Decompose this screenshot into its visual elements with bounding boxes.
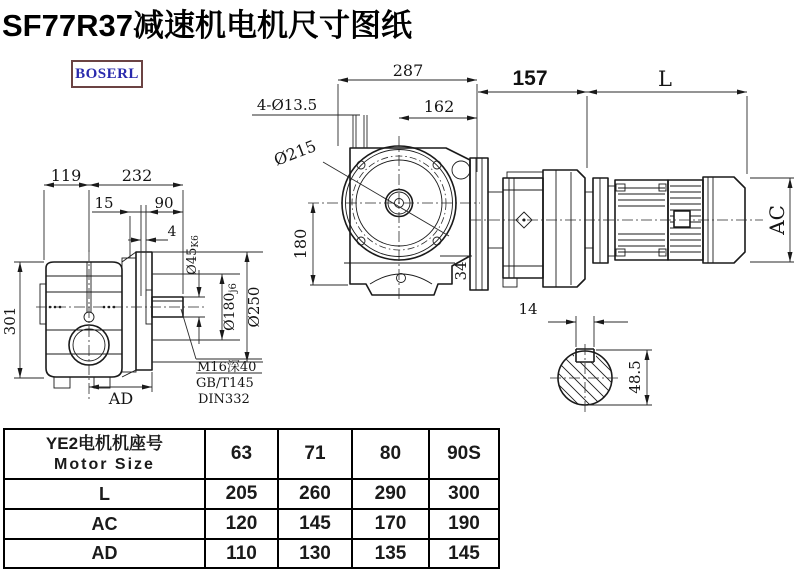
spigot-dia-main: Ø180: [222, 292, 238, 331]
dim-34: 34: [452, 261, 470, 281]
left-view-gearbox: [1, 166, 263, 408]
motor-terminal-box: [674, 211, 690, 227]
table-cell: 300: [429, 479, 499, 509]
dim-157: 157: [512, 67, 548, 90]
dim-301: 301: [1, 306, 19, 336]
shaft-dia-sub: K6: [191, 235, 201, 248]
dim-232: 232: [121, 166, 153, 185]
dim-215-dia: Ø215: [271, 136, 319, 170]
dim-4: 4: [167, 224, 177, 240]
table-header-cell: [4, 429, 205, 479]
dim-48-5: 48.5: [626, 360, 644, 394]
table-row-AC: [4, 509, 499, 539]
table-cell: 120: [205, 509, 278, 539]
table-cell: 130: [278, 539, 352, 568]
row-label-L: L: [4, 479, 205, 509]
table-cell: 110: [205, 539, 278, 568]
dim-L: L: [658, 67, 672, 91]
motor-flange: [593, 178, 608, 263]
motor-size-table: [3, 428, 500, 569]
table-row-L: [4, 479, 499, 509]
dim-162: 162: [423, 97, 455, 116]
table-cell: 260: [278, 479, 352, 509]
note-din-standard: DIN332: [198, 392, 250, 407]
table-row-AD: [4, 539, 499, 568]
note-gb-standard: GB/T145: [196, 376, 254, 391]
dim-shaft-dia: [185, 235, 201, 275]
adapter-and-motor-view: [470, 67, 794, 290]
dim-14: 14: [518, 300, 538, 318]
dim-flange-dia: Ø250: [245, 286, 263, 328]
dim-180: 180: [291, 228, 310, 260]
table-cell: 290: [352, 479, 429, 509]
table-cell: 135: [352, 539, 429, 568]
front-view-gearbox: [252, 61, 480, 302]
header-line-en: Motor Size: [54, 455, 155, 473]
dim-119: 119: [50, 166, 82, 185]
boserl-logo-text: BOSERL: [75, 65, 139, 82]
dim-287: 287: [392, 61, 424, 80]
motor-size-63: 63: [205, 429, 278, 479]
dim-mounting-holes: 4-Ø13.5: [256, 96, 318, 114]
shaft-dia-main: Ø45: [185, 247, 200, 275]
table-row-header: [4, 429, 499, 479]
motor-size-80: 80: [352, 429, 429, 479]
table-cell: 190: [429, 509, 499, 539]
motor-size-90s: 90S: [429, 429, 499, 479]
table-cell: 145: [429, 539, 499, 568]
row-label-AD: AD: [4, 539, 205, 568]
motor-size-71: 71: [278, 429, 352, 479]
table-cell: 145: [278, 509, 352, 539]
header-line-cn: YE2电机机座号: [45, 434, 164, 454]
page-title: SF77R37减速机电机尺寸图纸: [2, 8, 412, 43]
dim-15: 15: [94, 194, 114, 212]
dim-spigot-dia: [222, 283, 239, 331]
dim-AD: AD: [108, 389, 134, 408]
spigot-dia-sub: j6: [228, 283, 239, 293]
note-thread: M16深40: [197, 360, 257, 375]
table-cell: 170: [352, 509, 429, 539]
shaft-cross-section: [517, 300, 653, 413]
row-label-AC: AC: [4, 509, 205, 539]
table-cell: 205: [205, 479, 278, 509]
dim-90: 90: [154, 194, 174, 212]
dim-AC: AC: [765, 205, 789, 235]
